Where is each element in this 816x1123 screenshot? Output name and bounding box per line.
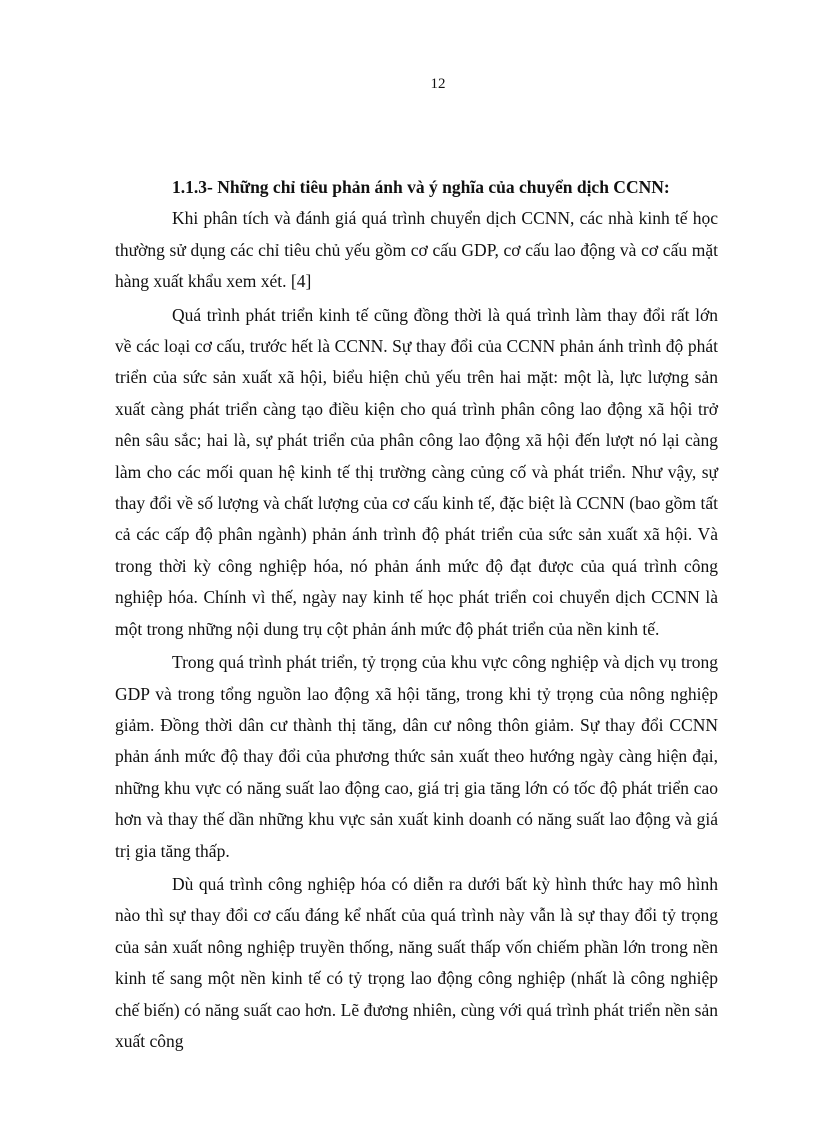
section-heading: 1.1.3- Những chỉ tiêu phản ánh và ý nghĩa của chuyển dịch CCNN: (172, 177, 670, 197)
paragraph: Quá trình phát triển kinh tế cũng đồng thời là quá trình làm thay đổi rất lớn về các loại cơ cấu, trước hết là CCNN. Sự thay đổi của CCNN phản ánh trình độ phát triển của sức sản xuất xã hội, biểu hiện chủ yếu trên hai mặt: một là, lực lượng sản xuất càng phát triển càng tạo điều kiện cho quá trình phân công lao động xã hội trở nên sâu sắc; hai là, sự phát triển của phân công lao động xã hội đến lượt nó lại càng làm cho các mối quan hệ kinh tế thị trường càng củng cố và phát triển. Như vậy, sự thay đổi về số lượng và chất lượng của cơ cấu kinh tế, đặc biệt là CCNN (bao gồm tất cả các cấp độ phân ngành) phản ánh trình độ phát triển của sức sản xuất xã hội. Và trong thời kỳ công nghiệp hóa, nó phản ánh mức độ đạt được của quá trình công nghiệp hóa. Chính vì thế, ngày nay kinh tế học phát triển coi chuyển dịch CCNN là một trong những nội dung trụ cột phản ánh mức độ phát triển của nền kinh tế. (115, 304, 718, 639)
document-body (115, 172, 718, 1057)
paragraph: Trong quá trình phát triển, tỷ trọng của khu vực công nghiệp và dịch vụ trong GDP và trong tổng nguồn lao động xã hội tăng, trong khi tỷ trọng của nông nghiệp giảm. Đồng thời dân cư thành thị tăng, dân cư nông thôn giảm. Sự thay đổi CCNN phản ánh mức độ thay đổi của phương thức sản xuất theo hướng ngày càng hiện đại, những khu vực có năng suất lao động cao, giá trị gia tăng lớn có tốc độ phát triển cao hơn và thay thế dần những khu vực sản xuất kinh doanh có năng suất lao động và giá trị gia tăng thấp. (115, 652, 718, 861)
paragraph: Khi phân tích và đánh giá quá trình chuyển dịch CCNN, các nhà kinh tế học thường sử dụng các chỉ tiêu chủ yếu gồm cơ cấu GDP, cơ cấu lao động và cơ cấu mặt hàng xuất khẩu xem xét. [4] (115, 208, 718, 292)
page-number: 12 (430, 76, 446, 92)
paragraph: Dù quá trình công nghiệp hóa có diễn ra dưới bất kỳ hình thức hay mô hình nào thì sự thay đổi cơ cấu đáng kể nhất của quá trình này vẫn là sự thay đổi tỷ trọng của sản xuất nông nghiệp truyền thống, năng suất thấp vốn chiếm phần lớn trong nền kinh tế sang một nền kinh tế có tỷ trọng lao động công nghiệp (nhất là công nghiệp chế biến) có năng suất cao hơn. Lẽ đương nhiên, cùng với quá trình phát triển nền sản xuất công (115, 873, 718, 1051)
